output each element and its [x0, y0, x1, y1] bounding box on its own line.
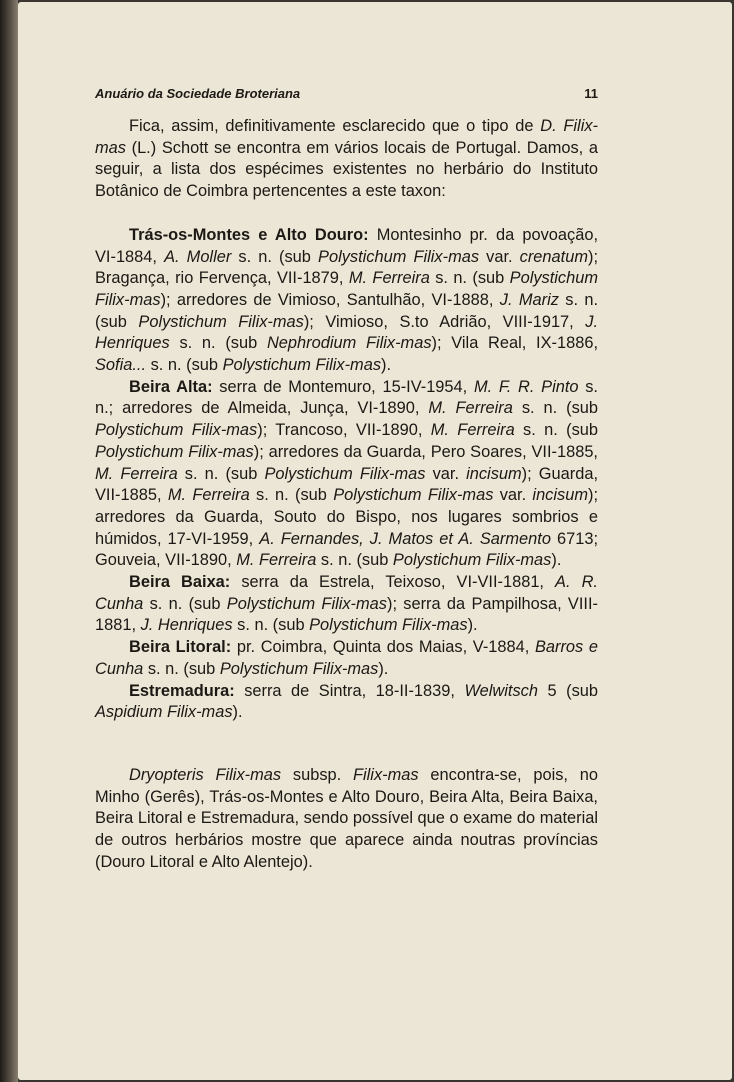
italic-run: Polystichum Filix-mas [222, 356, 382, 375]
text-run: ); Vimioso, S.to Adrião, VIII-1917, [303, 312, 586, 331]
paragraph-beira-baixa [95, 572, 598, 637]
text-run: ); arredores de Vimioso, Santulhão, VI-1888, [160, 290, 500, 309]
italic-run: Polystichum Filix-mas [333, 486, 494, 505]
italic-run: incisum [466, 464, 522, 483]
italic-run: Dryopteris Filix-mas [129, 765, 282, 784]
italic-run: M. Ferreira [95, 464, 178, 483]
italic-run: M. Ferreira [348, 269, 430, 288]
running-header [95, 86, 598, 106]
italic-run: Nephrodium Filix-mas [266, 334, 432, 353]
region-heading: Beira Baixa: [129, 573, 231, 592]
italic-run: Barros e Cunha [95, 638, 598, 678]
text-run: 5 (sub [537, 681, 599, 700]
text-run: s. n. (sub [514, 421, 598, 440]
text-run: ); Bragança, rio Fervença, VII-1879, [95, 247, 598, 288]
italic-run: A. Fernandes, J. Matos et A. Sarmento [259, 529, 551, 548]
text-run: ); Guarda, VII-1885, [95, 464, 599, 505]
text-run: s. n. (sub [143, 659, 220, 678]
italic-run: crenatum [519, 247, 588, 266]
italic-run: Sofia... [95, 356, 147, 375]
text-run: ); Trancoso, VII-1890, [257, 421, 431, 440]
italic-run: Polystichum Filix-mas [309, 616, 468, 635]
text-run: encontra-se, pois, no Minho (Gerês), Trás-os-Montes e Alto Douro, Beira Alta, Beira Baixa, Beira Litoral e Estremadura, sendo possível que o exame do material de outros herbários mostre que aparece ainda noutras províncias (Douro Litoral e Alto Alentejo). [95, 765, 599, 871]
region-heading: Beira Litoral: [129, 638, 232, 657]
text-run: s. n. (sub [95, 290, 599, 331]
text-run: serra de Montemuro, 15-IV-1954, [212, 377, 474, 396]
text-run: s. n. (sub [143, 594, 227, 613]
italic-run: Welwitsch [464, 681, 538, 700]
italic-run: J. Henriques [140, 616, 233, 635]
text-run: subsp. [281, 765, 354, 784]
italic-run: J. Mariz [499, 290, 559, 309]
text-run: (L.) Schott se encontra em vários locais de Portugal. Damos, a seguir, a lista dos espécimes existentes no herbário do Instituto Botânico de Coimbra pertencentes a este taxon: [95, 138, 598, 201]
text-run: s. n. (sub [512, 399, 599, 418]
text-run: serra da Estrela, Teixoso, VI-VII-1881, [230, 573, 556, 592]
italic-run: Polystichum Filix-mas [219, 659, 379, 678]
text-run: s. n. (sub [231, 247, 319, 266]
text-run: pr. Coimbra, Quinta dos Maias, V-1884, [231, 638, 535, 657]
text-run: var. [425, 464, 467, 483]
journal-title: Anuário da Sociedade Broteriana [95, 86, 301, 101]
region-heading: Trás-os-Montes e Alto Douro: [129, 225, 369, 244]
italic-run: Aspidium Filix-mas [95, 703, 233, 722]
text-run: ); serra da Pampilhosa, VIII-1881, [95, 594, 598, 635]
italic-run: Filix-mas [353, 765, 419, 784]
paragraph-tras-os-montes [95, 225, 598, 377]
text-run: s. n. (sub [146, 356, 223, 375]
text-run: ). [551, 551, 562, 570]
page-number: 11 [584, 86, 598, 101]
book-spine-shadow [0, 0, 18, 1082]
italic-run: Polystichum Filix-mas [95, 421, 258, 440]
text-run: ). [232, 703, 243, 722]
italic-run: A. Moller [164, 247, 232, 266]
paragraph-estremadura [95, 681, 598, 724]
text-run: var. [479, 247, 520, 266]
italic-run: A. R. Cunha [95, 573, 598, 613]
italic-run: Polystichum Filix-mas [138, 312, 304, 331]
italic-run: Polystichum Filix-mas [392, 551, 552, 570]
paragraph-beira-alta [95, 377, 598, 572]
italic-run: M. F. R. Pinto [473, 377, 579, 396]
text-run: s. n. (sub [169, 334, 267, 353]
italic-run: Polystichum Filix-mas [95, 269, 598, 309]
text-run: ); arredores da Guarda, Souto do Bispo, nos lugares sombrios e húmidos, 17-VI-1959, [95, 486, 598, 548]
text-run: s. n. (sub [177, 464, 265, 483]
text-run: s. n. (sub [316, 551, 393, 570]
text-run: ). [381, 356, 392, 375]
paragraph-beira-litoral [95, 637, 598, 680]
text-run: Montesinho pr. da povoação, VI-1884, [95, 225, 599, 266]
italic-run: M. Ferreira [236, 551, 317, 570]
italic-run: Polystichum Filix-mas [226, 594, 387, 613]
text-run: s. n.; arredores de Almeida, Junça, VI-1890, [95, 377, 598, 418]
text-run: s. n. (sub [232, 616, 310, 635]
italic-run: M. Ferreira [428, 399, 513, 418]
italic-run: J. Henriques [95, 312, 598, 353]
paragraph-intro [95, 116, 598, 203]
text-run: ). [378, 659, 389, 678]
italic-run: D. Filix-mas [95, 117, 598, 157]
text-run: serra de Sintra, 18-II-1839, [234, 681, 465, 700]
italic-run: M. Ferreira [167, 486, 250, 505]
region-heading: Beira Alta: [129, 377, 213, 396]
text-run: s. n. (sub [429, 269, 510, 288]
text-run: 6713; Gouveia, VII-1890, [95, 529, 599, 570]
paragraph-conclusion [95, 765, 598, 874]
region-heading: Estremadura: [129, 681, 235, 700]
italic-run: M. Ferreira [430, 421, 515, 440]
text-run: ); Vila Real, IX-1886, [431, 334, 598, 353]
body-text [95, 116, 598, 874]
italic-run: Polystichum Filix-mas [318, 247, 480, 266]
text-run: s. n. (sub [249, 486, 334, 505]
text-run: ); arredores da Guarda, Pero Soares, VII-1885, [253, 442, 598, 461]
text-run: ). [467, 616, 478, 635]
italic-run: Polystichum Filix-mas [95, 442, 254, 461]
text-run: Fica, assim, definitivamente esclarecido que o tipo de [129, 117, 541, 135]
italic-run: Polystichum Filix-mas [264, 464, 426, 483]
text-run: var. [493, 486, 533, 505]
italic-run: incisum [532, 486, 588, 505]
